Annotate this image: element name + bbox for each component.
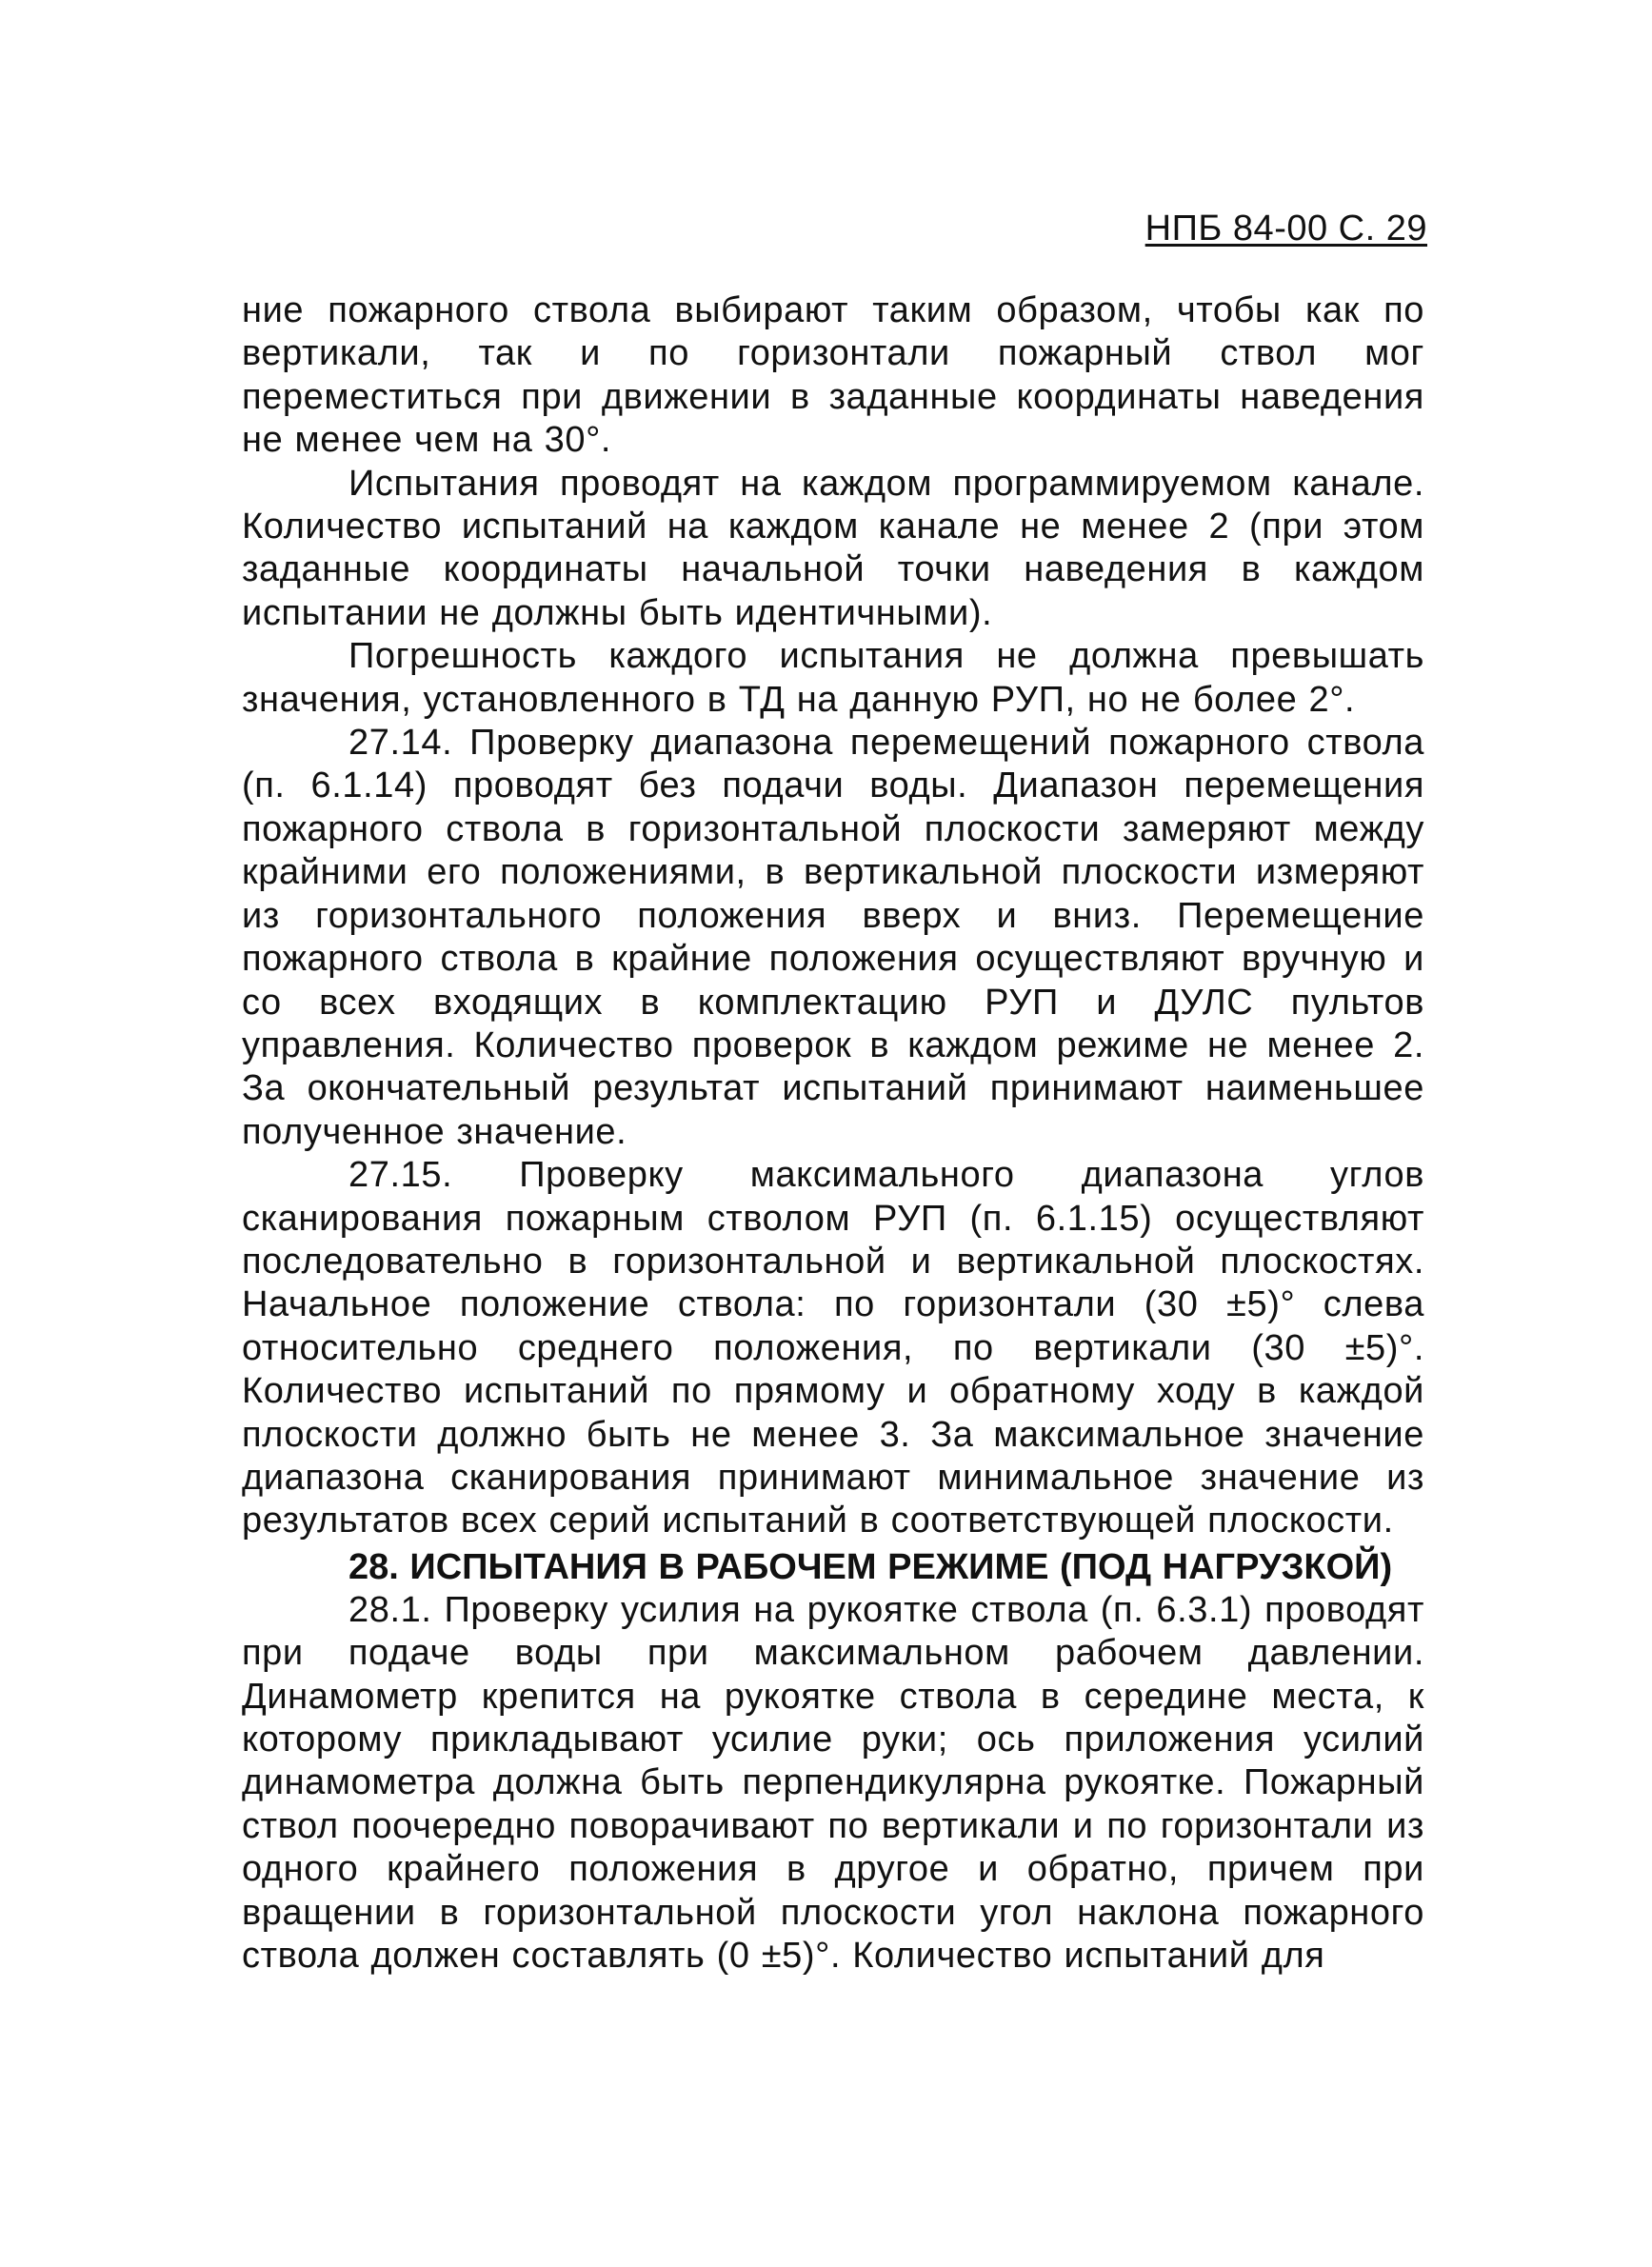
paragraph-27-15: 27.15. Проверку максимального диапазона углов сканирования пожарным стволом РУП (п. 6.1.15) осуществляют последовательно в горизонтальной и вертикальной плоскостях. Начальное положение ствола: по горизонтали (30 ±5)° слева относительно среднего положения, по вертикали (30 ±5)°. Количество испытаний по прямому и обратному ходу в каждой плоскости должно быть не менее 3. За максимальное значение диапазона сканирования принимают минимальное значение из результатов всех серий испытаний в соответствующей плоскости. <box>242 1155 1424 1541</box>
section-heading-28: 28. ИСПЫТАНИЯ В РАБОЧЕМ РЕЖИМЕ (ПОД НАГРУЗКОЙ) <box>348 1546 1393 1587</box>
page-header: НПБ 84-00 С. 29 <box>1144 209 1427 249</box>
paragraph-test-error: Погрешность каждого испытания не должна превышать значения, установленного в ТД на данную РУП, но не более 2°. <box>242 636 1424 720</box>
document-body <box>242 289 1424 1978</box>
paragraph-28-1: 28.1. Проверку усилия на рукоятке ствола (п. 6.3.1) проводят при подаче воды при максимальном рабочем давлении. Динамометр крепится на рукоятке ствола в середине места, к которому прикладывают усилие руки; ось приложения усилий динамометра должна быть перпендикулярна рукоятке. Пожарный ствол поочередно поворачивают по вертикали и по горизонтали из одного крайнего положения в другое и обратно, причем при вращении в горизонтальной плоскости угол наклона пожарного ствола должен составлять (0 ±5)°. Количество испытаний для <box>242 1589 1424 1977</box>
paragraph-continuation: ние пожарного ствола выбирают таким образом, чтобы как по вертикали, так и по горизонтали пожарный ствол мог переместиться при движении в заданные координаты наведения не менее чем на 30°. <box>242 290 1424 461</box>
paragraph-27-14: 27.14. Проверку диапазона перемещений пожарного ствола (п. 6.1.14) проводят без подачи воды. Диапазон перемещения пожарного ствола в горизонтальной плоскости замеряют между крайними его положениями, в вертикальной плоскости измеряют из горизонтального положения вверх и вниз. Перемещение пожарного ствола в крайние положения осуществляют вручную и со всех входящих в комплектацию РУП и ДУЛС пультов управления. Количество проверок в каждом режиме не менее 2. За окончательный результат испытаний принимают наименьшее полученное значение. <box>242 723 1424 1152</box>
paragraph-tests-per-channel: Испытания проводят на каждом программируемом канале. Количество испытаний на каждом канале не менее 2 (при этом заданные координаты начальной точки наведения в каждом испытании не должны быть идентичными). <box>242 463 1424 633</box>
